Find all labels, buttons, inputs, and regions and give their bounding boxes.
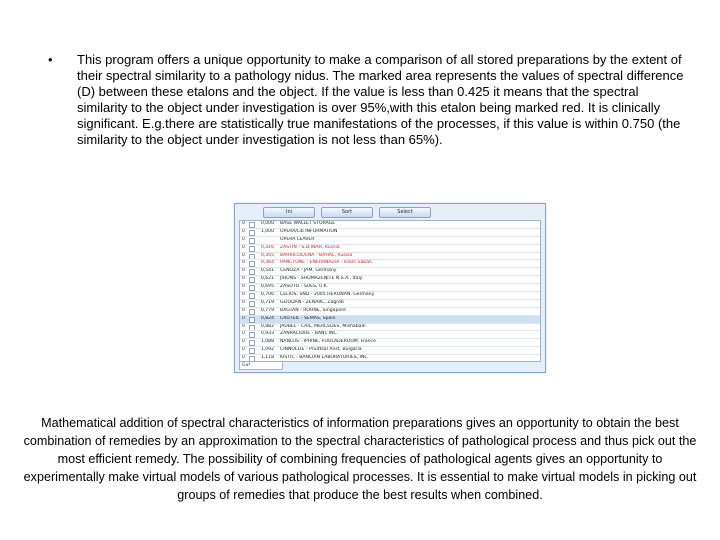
preparation-name: ZANRACIDUE - BANI, INC <box>280 331 337 337</box>
row-checkbox[interactable] <box>249 222 255 228</box>
row-checkbox[interactable] <box>249 269 255 275</box>
preparation-name: BASE WALLET STORAGE <box>280 221 336 226</box>
preparation-name: NANLOS - IPHINE, FOULADEROUM, France <box>280 339 376 345</box>
row-checkbox[interactable] <box>249 301 255 307</box>
preparations-table <box>239 220 541 362</box>
preparation-name: CENOZA - JAM, Germany <box>280 268 337 274</box>
row-checkbox[interactable] <box>249 277 255 283</box>
row-checkbox[interactable] <box>249 317 255 323</box>
row-index: 0 <box>242 355 245 361</box>
row-index: 0 <box>242 236 245 242</box>
preparation-name: GLIODAN - ZENARC, Zagreb <box>280 299 344 305</box>
table-row[interactable] <box>240 260 540 268</box>
summary-paragraph: Mathematical addition of spectral characteristics of information preparations gives an opportunity to obtain the best combination of remedies by an approximation to the spectral characteristics of pathological process and thus pick out the most efficient remedy. The possibility of combining frequencies of pathological agents gives an opportunity to experimentally make virtual models of various pathological processes. It is essential to make virtual models in picking out groups of remedies that produce the best results when combined. <box>23 416 697 502</box>
row-checkbox[interactable] <box>249 309 255 315</box>
ini-button[interactable]: Ini <box>263 207 315 218</box>
row-index: 0 <box>242 323 245 329</box>
difference-value: 0,882 <box>260 323 274 329</box>
bullet-marker: • <box>48 52 53 67</box>
row-index: 0 <box>242 331 245 337</box>
table-row[interactable] <box>240 245 540 253</box>
table-row[interactable] <box>240 268 540 276</box>
difference-value: 1,118 <box>260 355 274 361</box>
difference-value: 0,316 <box>260 244 274 250</box>
row-index: 0 <box>242 228 245 234</box>
row-index: 0 <box>242 292 245 298</box>
preparation-name: CRUTEIL - SEMAS, Spain <box>280 315 336 321</box>
table-row[interactable] <box>240 276 540 284</box>
preparation-name: BAGTAN - ROUNE, Singapore <box>280 307 346 313</box>
row-checkbox[interactable] <box>249 254 255 260</box>
row-checkbox[interactable] <box>249 238 255 244</box>
difference-value: 0,000 <box>260 221 274 226</box>
table-row[interactable] <box>240 221 540 229</box>
row-index: 0 <box>242 221 245 226</box>
row-index: 0 <box>242 347 245 353</box>
row-index: 0 <box>242 284 245 290</box>
app-window <box>234 203 546 373</box>
difference-value: 0,779 <box>260 307 274 313</box>
table-row[interactable] <box>240 347 540 355</box>
preparation-name: PANCTONE - ENERANAZIA - Islam Sabah <box>280 260 372 266</box>
row-index: 0 <box>242 307 245 313</box>
preparation-name: CINNOLLIE - Pruittsal Anst, Bulgaria <box>280 347 362 353</box>
difference-value: 0,355 <box>260 252 274 258</box>
row-checkbox[interactable] <box>249 285 255 291</box>
table-row[interactable] <box>240 253 540 261</box>
preparation-name: ZASOTO - SUES, U.K. <box>280 284 329 290</box>
row-index: 0 <box>242 315 245 321</box>
difference-value: 0,364 <box>260 260 274 266</box>
difference-value: 1,088 <box>260 339 274 345</box>
preparation-name: BARRICOL/ENA - BAHAL, Russia <box>280 252 353 258</box>
table-row[interactable] <box>240 308 540 316</box>
row-checkbox[interactable] <box>249 340 255 346</box>
row-checkbox[interactable] <box>249 246 255 252</box>
table-row[interactable] <box>240 229 540 237</box>
row-index: 0 <box>242 268 245 274</box>
row-checkbox[interactable] <box>249 293 255 299</box>
difference-value: 0,695 <box>260 284 274 290</box>
sort-button[interactable]: Sort <box>321 207 373 218</box>
preparation-name: ZASTIN - S.D.INAR, Russia <box>280 244 340 250</box>
status-field: Gaf <box>239 361 283 370</box>
toolbar <box>239 207 541 218</box>
difference-value: 0,706 <box>260 292 274 298</box>
preparation-name: CELIOS, SND - 2005 HERONAN, Germany <box>280 292 375 298</box>
preparation-name: JAUBEL - CAIL, MERCEDES, Mishabadi <box>280 323 366 329</box>
preparation-name: JIHONS - SHOMAZENITE N.S.A., Italy <box>280 276 363 282</box>
difference-value: 1,092 <box>260 347 274 353</box>
preparation-name: KISTIC - BANCIAN LABORATORIES, INC <box>280 355 368 361</box>
difference-value: 0,719 <box>260 299 274 305</box>
difference-value: 0,933 <box>260 331 274 337</box>
table-row[interactable] <box>240 300 540 308</box>
preparation-name: OPERA LEAVER <box>280 236 315 242</box>
row-index: 0 <box>242 299 245 305</box>
table-row[interactable] <box>240 331 540 339</box>
row-index: 0 <box>242 244 245 250</box>
select-button[interactable]: Select <box>379 207 431 218</box>
row-index: 0 <box>242 260 245 266</box>
row-checkbox[interactable] <box>249 261 255 267</box>
table-row[interactable] <box>240 339 540 347</box>
difference-value: 0,824 <box>260 315 274 321</box>
row-checkbox[interactable] <box>249 348 255 354</box>
row-checkbox[interactable] <box>249 332 255 338</box>
table-row[interactable] <box>240 237 540 245</box>
table-row[interactable] <box>240 316 540 324</box>
difference-value: 0,541 <box>260 268 274 274</box>
table-row[interactable] <box>240 292 540 300</box>
intro-paragraph: This program offers a unique opportunity to make a comparison of all stored preparations by the extent of their spectral similarity to a pathology nidus. The marked area represents the values of spectral difference (D) between these etalons and the object. If the value is less than 0.425 it means that the spectral similarity to the object under investigation is over 95%,with this etalon being marked red. It is clinically significant. E.g.there are statistically true manifestations of the processes, if this value is within 0.750 (the similarity to the object under investigation is not less than 65%). <box>77 52 684 147</box>
row-index: 0 <box>242 276 245 282</box>
row-index: 0 <box>242 339 245 345</box>
difference-value: 0,621 <box>260 276 274 282</box>
table-row[interactable] <box>240 284 540 292</box>
difference-value: 1,000 <box>260 228 274 234</box>
preparation-name: OPERA/Lib INFORMATION <box>280 228 338 234</box>
table-row[interactable] <box>240 355 540 362</box>
row-checkbox[interactable] <box>249 325 255 331</box>
row-checkbox[interactable] <box>249 230 255 236</box>
table-row[interactable] <box>240 324 540 332</box>
row-index: 0 <box>242 252 245 258</box>
